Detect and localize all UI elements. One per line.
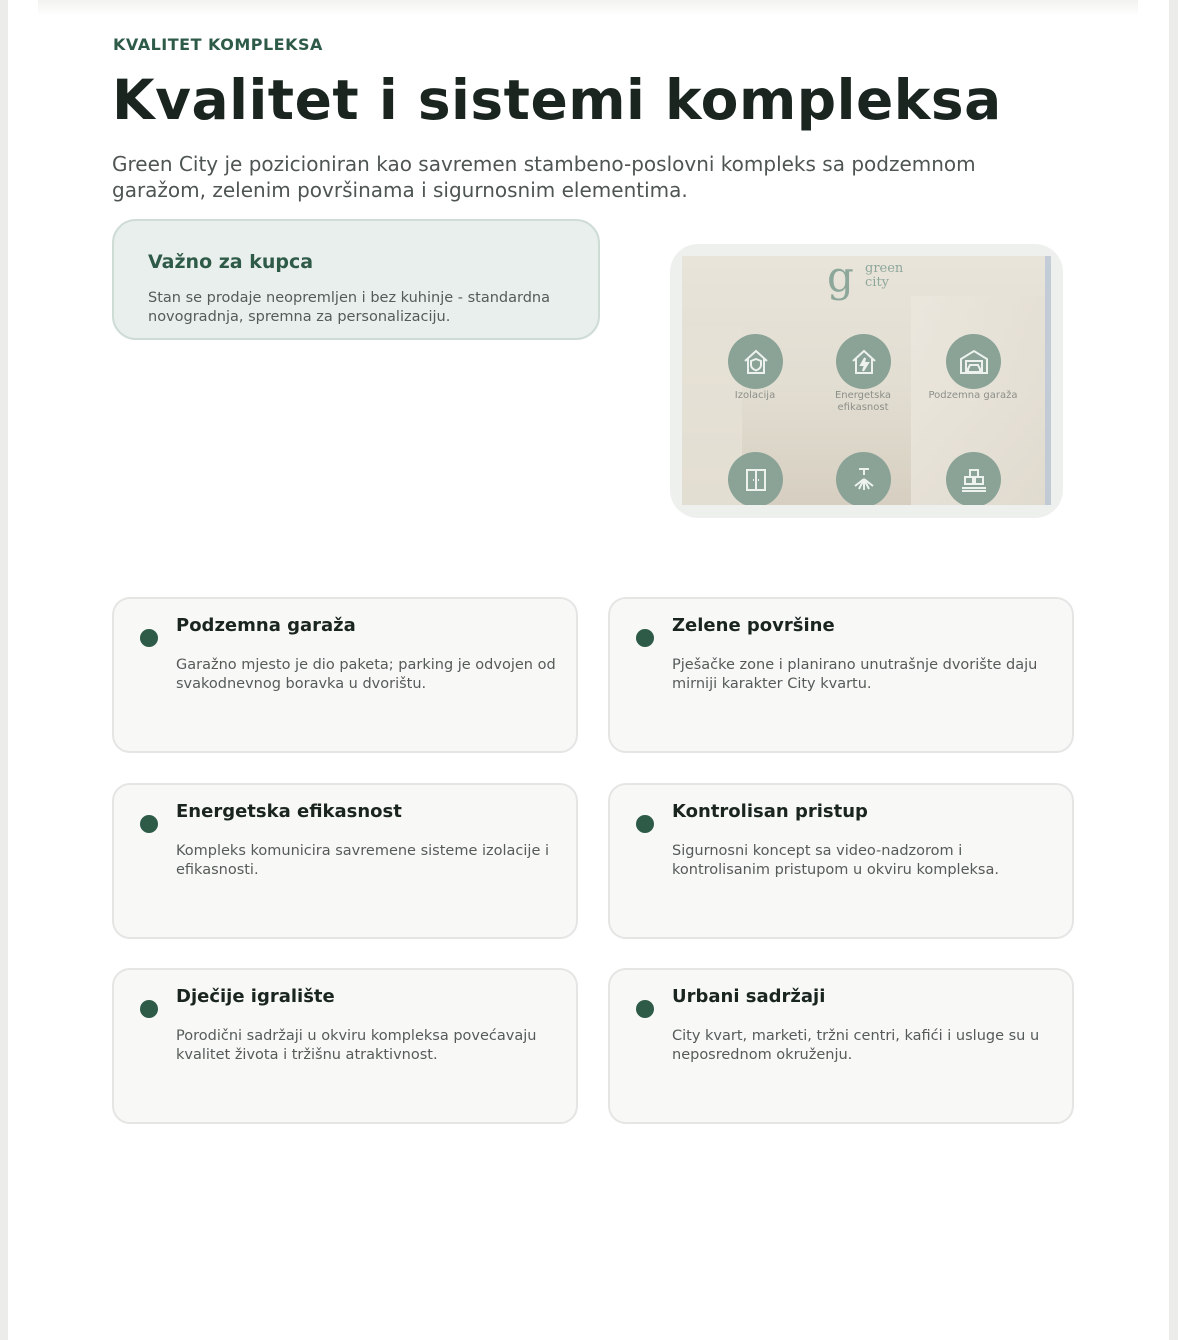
green-city-logo-mark: g xyxy=(827,256,854,301)
stacked-boxes-icon xyxy=(946,452,1001,505)
bullet-dot xyxy=(140,1000,158,1018)
page-title: Kvalitet i sistemi kompleksa xyxy=(112,68,1002,132)
bullet-dot xyxy=(636,629,654,647)
green-city-logo-text: green city xyxy=(865,261,904,290)
card-text: Pješačke zone i planirano unutrašnje dvorište daju mirniji karakter City kvartu. xyxy=(672,657,1038,692)
card-text: Porodični sadržaji u okviru kompleksa povećavaju kvalitet života i tržišnu atraktivnost. xyxy=(176,1028,537,1063)
feature-card-garage xyxy=(112,597,578,753)
door-icon xyxy=(728,452,783,505)
bullet-dot xyxy=(140,629,158,647)
bullet-dot xyxy=(636,1000,654,1018)
feature-card-playground xyxy=(112,968,578,1124)
sprinkler-icon xyxy=(836,452,891,505)
page xyxy=(8,0,1169,1340)
complex-image-frame xyxy=(670,244,1063,518)
house-shield-icon xyxy=(728,334,783,389)
bullet-dot xyxy=(636,815,654,833)
feature-card-energy xyxy=(112,783,578,939)
feature-label-garage: Podzemna garaža xyxy=(928,390,1018,401)
feature-label-energy: Energetska efikasnost xyxy=(834,390,892,413)
card-text: Kompleks komunicira savremene sisteme izolacije i efikasnosti. xyxy=(176,843,549,878)
card-title: Energetska efikasnost xyxy=(176,801,402,822)
top-shade xyxy=(38,0,1138,16)
card-text: Sigurnosni koncept sa video-nadzorom i kontrolisanim pristupom u okviru kompleksa. xyxy=(672,843,999,878)
bullet-dot xyxy=(140,815,158,833)
image-edge xyxy=(1045,256,1051,505)
feature-label-insulation: Izolacija xyxy=(734,390,776,401)
buyer-note-text: Stan se prodaje neopremljen i bez kuhinje - standardna novogradnja, spremna za personalizaciju. xyxy=(148,290,550,325)
lead-paragraph: Green City je pozicioniran kao savremen stambeno-poslovni kompleks sa podzemnom garažom, zelenim površinama i sigurnosnim elementima. xyxy=(112,152,976,202)
card-text: City kvart, marketi, tržni centri, kafići i usluge su u neposrednom okruženju. xyxy=(672,1028,1040,1063)
house-bolt-icon xyxy=(836,334,891,389)
section-eyebrow: KVALITET KOMPLEKSA xyxy=(113,35,323,54)
garage-car-icon xyxy=(946,334,1001,389)
feature-card-access xyxy=(608,783,1074,939)
card-title: Urbani sadržaji xyxy=(672,986,826,1007)
card-text: Garažno mjesto je dio paketa; parking je odvojen od svakodnevnog boravka u dvorištu. xyxy=(176,657,556,692)
feature-card-urban xyxy=(608,968,1074,1124)
buyer-note-box xyxy=(112,219,600,340)
card-title: Dječije igralište xyxy=(176,986,335,1007)
complex-image xyxy=(682,256,1051,505)
card-title: Kontrolisan pristup xyxy=(672,801,868,822)
card-title: Podzemna garaža xyxy=(176,615,356,636)
feature-card-green-areas xyxy=(608,597,1074,753)
buyer-note-title: Važno za kupca xyxy=(148,251,314,273)
card-title: Zelene površine xyxy=(672,615,835,636)
